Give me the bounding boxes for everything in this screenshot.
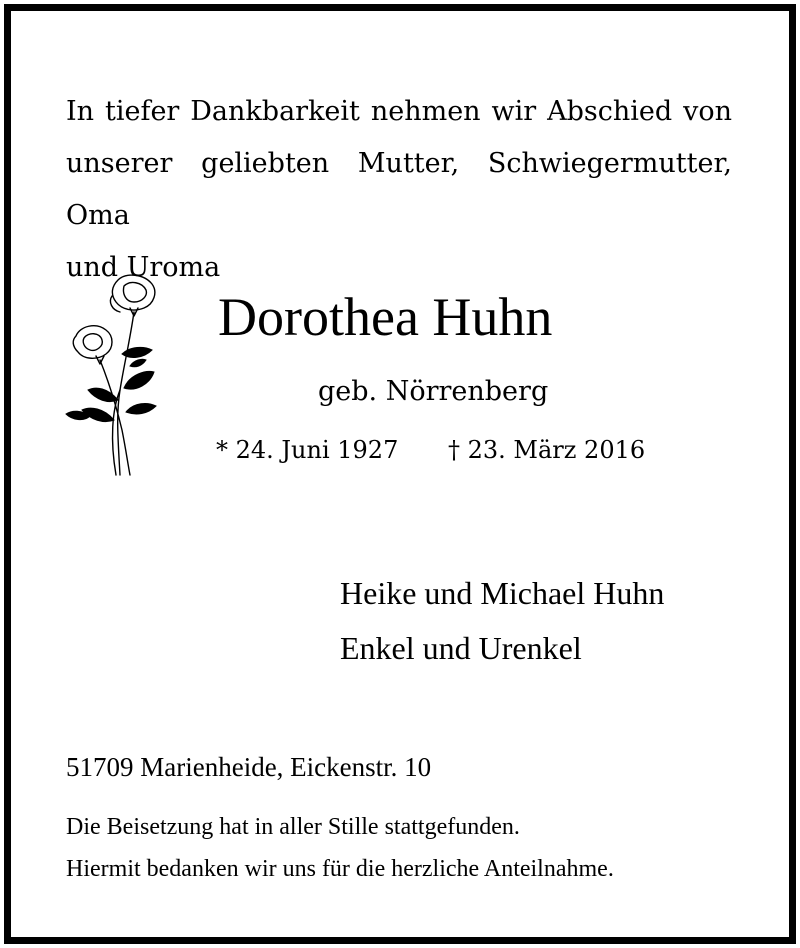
- closing-line-2: Hiermit bedanken wir uns für die herzliche Anteilnahme.: [66, 856, 614, 882]
- mourners-line-2: Enkel und Urenkel: [340, 630, 582, 666]
- death-date: † 23. März 2016: [448, 436, 646, 464]
- address: 51709 Marienheide, Eickenstr. 10: [66, 752, 432, 782]
- maiden-name: geb. Nörrenberg: [318, 376, 549, 407]
- birth-date: * 24. Juni 1927: [216, 436, 399, 464]
- intro-line-3: und Uroma: [66, 252, 221, 283]
- mourners-line-1: Heike und Michael Huhn: [340, 575, 665, 611]
- rose-icon: [60, 270, 164, 480]
- intro-line-2: unserer geliebten Mutter, Schwiegermutter, Oma: [66, 148, 732, 231]
- closing-line-1: Die Beisetzung hat in aller Stille stattgefunden.: [66, 814, 520, 840]
- intro-line-1: In tiefer Dankbarkeit nehmen wir Abschied von: [66, 96, 732, 127]
- deceased-name: Dorothea Huhn: [218, 287, 553, 347]
- intro-text: [66, 86, 732, 294]
